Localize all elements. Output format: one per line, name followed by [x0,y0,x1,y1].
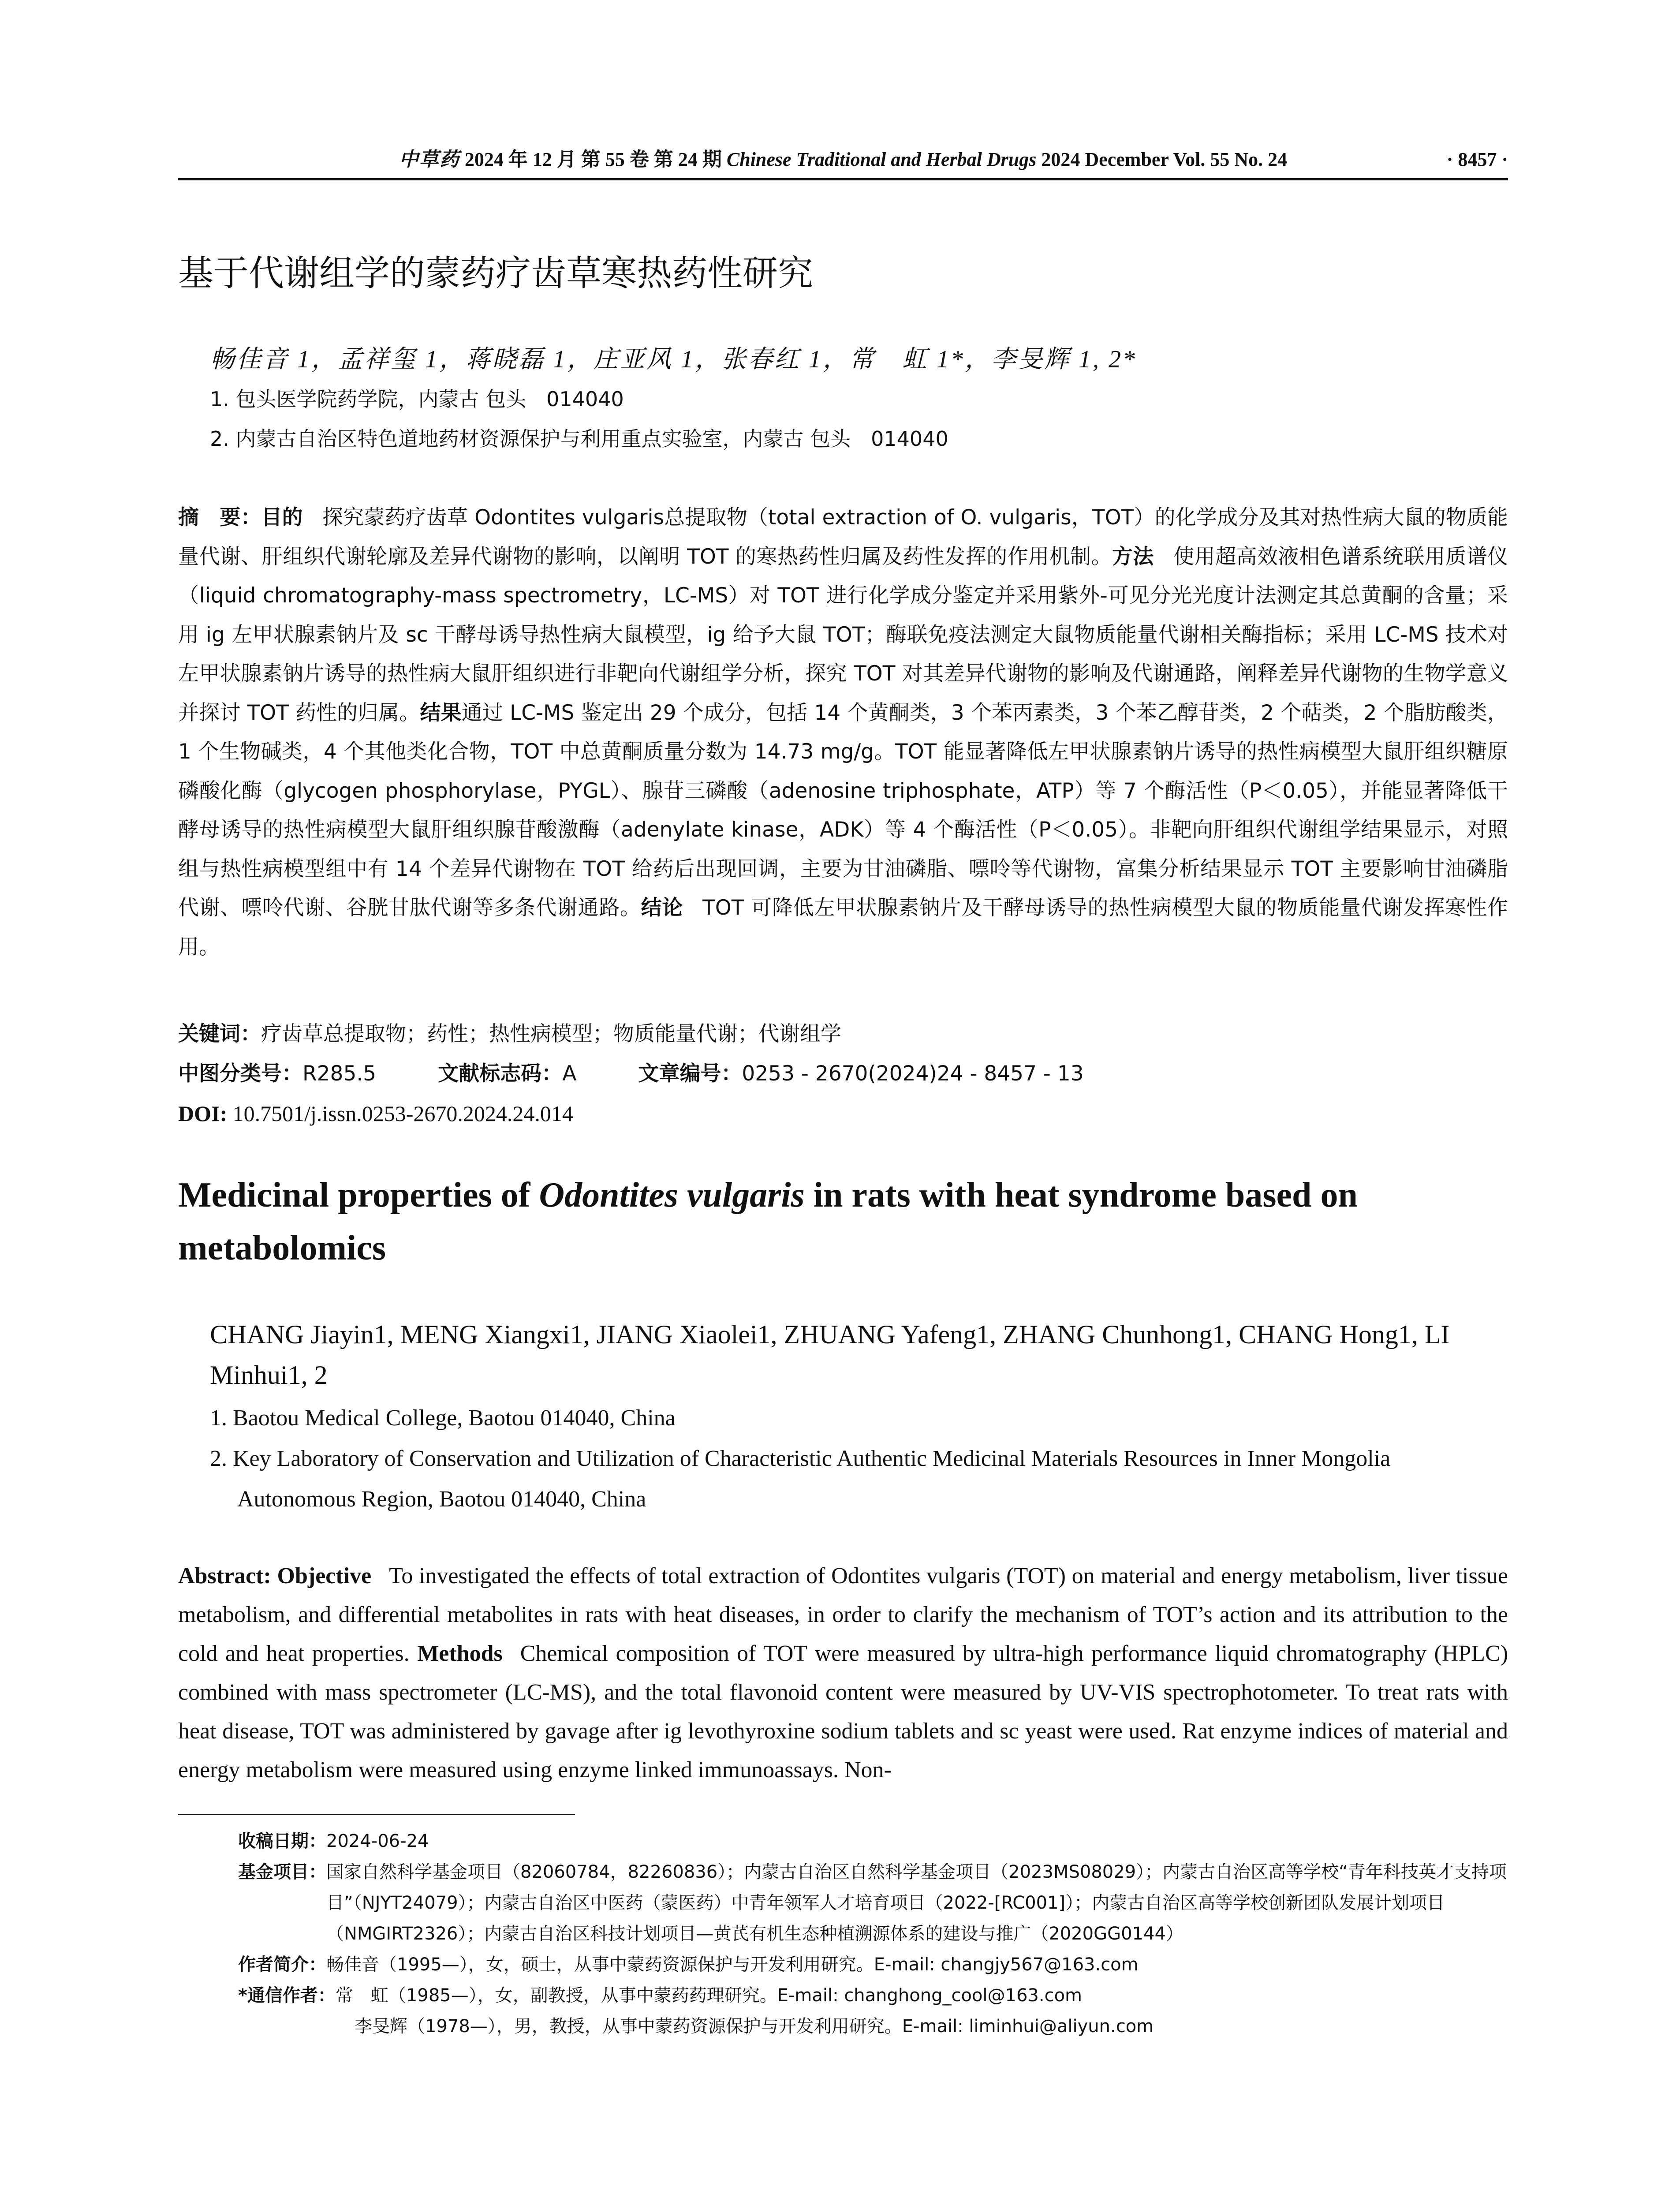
title-cn: 基于代谢组学的蒙药疗齿草寒热药性研究 [178,253,813,294]
running-header [178,142,1508,177]
methods-label-en: Methods [417,1641,503,1666]
affiliation-cn-2: 2. 内蒙古自治区特色道地药材资源保护与利用重点实验室，内蒙古 包头 014040 [210,427,948,451]
abstract-en [178,1557,1508,1790]
classification-line [178,1054,1508,1094]
title-en [178,1169,1508,1274]
header-divider [178,178,1508,180]
issue-cn: 2024 年 12 月 第 55 卷 第 24 期 [464,149,722,170]
affiliation-en-2 [210,1439,1508,1520]
results-label-cn: 结果 [420,700,462,725]
affiliation-en-1: 1. Baotou Medical College, Baotou 014040, China [210,1405,676,1431]
author-bio-text: 畅佳音（1995—），女，硕士，从事中蒙药资源保护与开发利用研究。E-mail: changjy567@163.com [326,1955,1139,1975]
methods-label-cn: 方法 [1112,544,1154,569]
title-en-part1: Medicinal properties of [178,1176,539,1215]
authors-en: CHANG Jiayin1, MENG Xiangxi1, JIANG Xiaolei1, ZHUANG Yafeng1, ZHANG Chunhong1, CHANG Hong1, LI Minhui1, 2 [210,1320,1450,1390]
issue-en: 2024 December Vol. 55 No. 24 [1041,149,1288,170]
journal-name-en: Chinese Traditional and Herbal Drugs [726,149,1037,170]
doi-label: DOI: [178,1101,228,1126]
keywords-label: 关键词： [178,1022,261,1046]
methods-text-cn: 使用超高效液相色谱系统联用质谱仪（liquid chromatography-mass spectrometry，LC-MS）对 TOT 进行化学成分鉴定并采用紫外-可见分光光度计法测定其总黄酮的含量；采用 ig 左甲状腺素钠片及 sc 干酵母诱导热性病大鼠模型，ig 给予大鼠 TOT；酶联免疫法测定大鼠物质能量代谢相关酶指标；采用 LC-MS 技术对左甲状腺素钠片诱导的热性病大鼠肝组织进行非靶向代谢组学分析，探究 TOT 对其差异代谢物的影响及代谢通路，阐释差异代谢物的生物学意义并探讨 TOT 药性的归属。 [178,544,1508,725]
methods-text-en: Chemical composition of TOT were measured by ultra-high performance liquid chromatography (HPLC) combined with mass spectrometer (LC-MS), and the total flavonoid content were measured by UV-VIS spectrophotometer. To treat rats with heat disease, TOT was administered by gavage after ig levothyroxine sodium tablets and sc yeast were used. Rat enzyme indices of material and energy metabolism were measured using enzyme linked immunoassays. Non- [178,1641,1508,1783]
keywords-text: 疗齿草总提取物；药性；热性病模型；物质能量代谢；代谢组学 [261,1022,841,1046]
conclusion-label-cn: 结论 [641,896,683,920]
objective-label-cn: 目的 [261,505,303,530]
author-bio-row [238,1949,1508,1980]
article-no-label: 文章编号： [638,1061,742,1086]
fund-text: 国家自然科学基金项目（82060784，82260836）；内蒙古自治区自然科学基金项目（2023MS08029）；内蒙古自治区高等学校“青年科技英才支持项目”（NJYT24079）；内蒙古自治区中医药（蒙医药）中青年领军人才培育项目（2022-[RC001]）；内蒙古自治区高等学校创新团队发展计划项目（NMGIRT2326）；内蒙古自治区科技计划项目—黄芪有机生态种植溯源体系的建设与推广（2020GG0144） [326,1862,1507,1944]
received-label: 收稿日期： [238,1831,326,1851]
fund-row [238,1857,1508,1949]
journal-name-cn: 中草药 [399,149,460,170]
corresponding-author-row [238,1980,1508,2011]
author-bio-label: 作者简介： [238,1955,326,1975]
abstract-en-label: Abstract: [178,1563,271,1588]
fund-label: 基金项目： [238,1862,326,1882]
corresponding-author-1: 常 虹（1985—），女，副教授，从事中蒙药药理研究。E-mail: changhong_cool@163.com [335,1985,1083,2006]
received-date: 2024-06-24 [326,1831,429,1851]
title-en-part2: in rats with heat syndrome based on metabolomics [178,1176,1358,1267]
corresponding-author-2: 李旻辉（1978—），男，教授，从事中蒙药资源保护与开发利用研究。E-mail: liminhui@aliyun.com [355,2016,1154,2037]
objective-text-cn: 探究蒙药疗齿草 Odontites vulgaris总提取物（total extraction of O. vulgaris，TOT）的化学成分及其对热性病大鼠的物质能量代谢、肝组织代谢轮廓及差异代谢物的影响，以阐明 TOT 的寒热药性归属及药性发挥的作用机制。 [178,505,1508,569]
received-date-row [238,1826,1508,1857]
footnote-divider [178,1814,575,1815]
doc-code-value: A [562,1061,577,1086]
objective-text-en: To investigated the effects of total extraction of Odontites vulgaris (TOT) on material and energy metabolism, liver tissue metabolism, and differential metabolites in rats with heat diseases, in order to clarify the mechanism of TOT’s action and its attribution to the cold and heat properties. [178,1563,1508,1666]
clc-value: R285.5 [302,1061,377,1086]
abstract-cn-label: 摘 要： [178,505,261,530]
doi-line [178,1094,1508,1133]
authors-cn: 畅佳音 1，孟祥玺 1，蒋晓磊 1，庄亚风 1，张春红 1，常 虹 1*，李旻辉 1, 2* [210,346,1137,373]
keywords-line [178,1014,1508,1054]
footnotes [238,1826,1508,2042]
affiliation-en-2-line1: 2. Key Laboratory of Conservation and Utilization of Characteristic Authentic Medicinal Materials Resources in Inner Mongolia [210,1446,1391,1471]
article-no-value: 0253 - 2670(2024)24 - 8457 - 13 [742,1061,1084,1086]
affiliation-cn-1: 1. 包头医学院药学院，内蒙古 包头 014040 [210,387,624,411]
doi-link[interactable]: 10.7501/j.issn.0253-2670.2024.24.014 [232,1101,573,1126]
abstract-cn [178,498,1508,967]
objective-label-en: Objective [277,1563,372,1588]
page-number: · 8457 · [1446,149,1508,170]
title-en-species: Odontites vulgaris [539,1176,805,1215]
conclusion-text-cn: TOT 可降低左甲状腺素钠片及干酵母诱导的热性病模型大鼠的物质能量代谢发挥寒性作用。 [178,896,1508,959]
clc-label: 中图分类号： [178,1061,302,1086]
results-text-cn: 通过 LC-MS 鉴定出 29 个成分，包括 14 个黄酮类，3 个苯丙素类，3 个苯乙醇苷类，2 个萜类，2 个脂肪酸类，1 个生物碱类，4 个其他类化合物，TOT 中总黄酮质量分数为 14.73 mg/g。TOT 能显著降低左甲状腺素钠片诱导的热性病模型大鼠肝组织糖原磷酸化酶（glycogen phosphorylase，PYGL）、腺苷三磷酸（adenosine triphosphate，ATP）等 7 个酶活性（P＜0.05），并能显著降低干酵母诱导的热性病模型大鼠肝组织腺苷酸激酶（adenylate kinase，ADK）等 4 个酶活性（P＜0.05）。非靶向肝组织代谢组学结果显示，对照组与热性病模型组中有 14 个差异代谢物在 TOT 给药后出现回调，主要为甘油磷脂、嘌呤等代谢物，富集分析结果显示 TOT 主要影响甘油磷脂代谢、嘌呤代谢、谷胱甘肽代谢等多条代谢通路。 [178,700,1508,920]
doc-code-label: 文献标志码： [438,1061,563,1086]
corresponding-author-label: *通信作者： [238,1985,336,2006]
affiliation-en-2-line2: Autonomous Region, Baotou 014040, China [237,1487,646,1512]
